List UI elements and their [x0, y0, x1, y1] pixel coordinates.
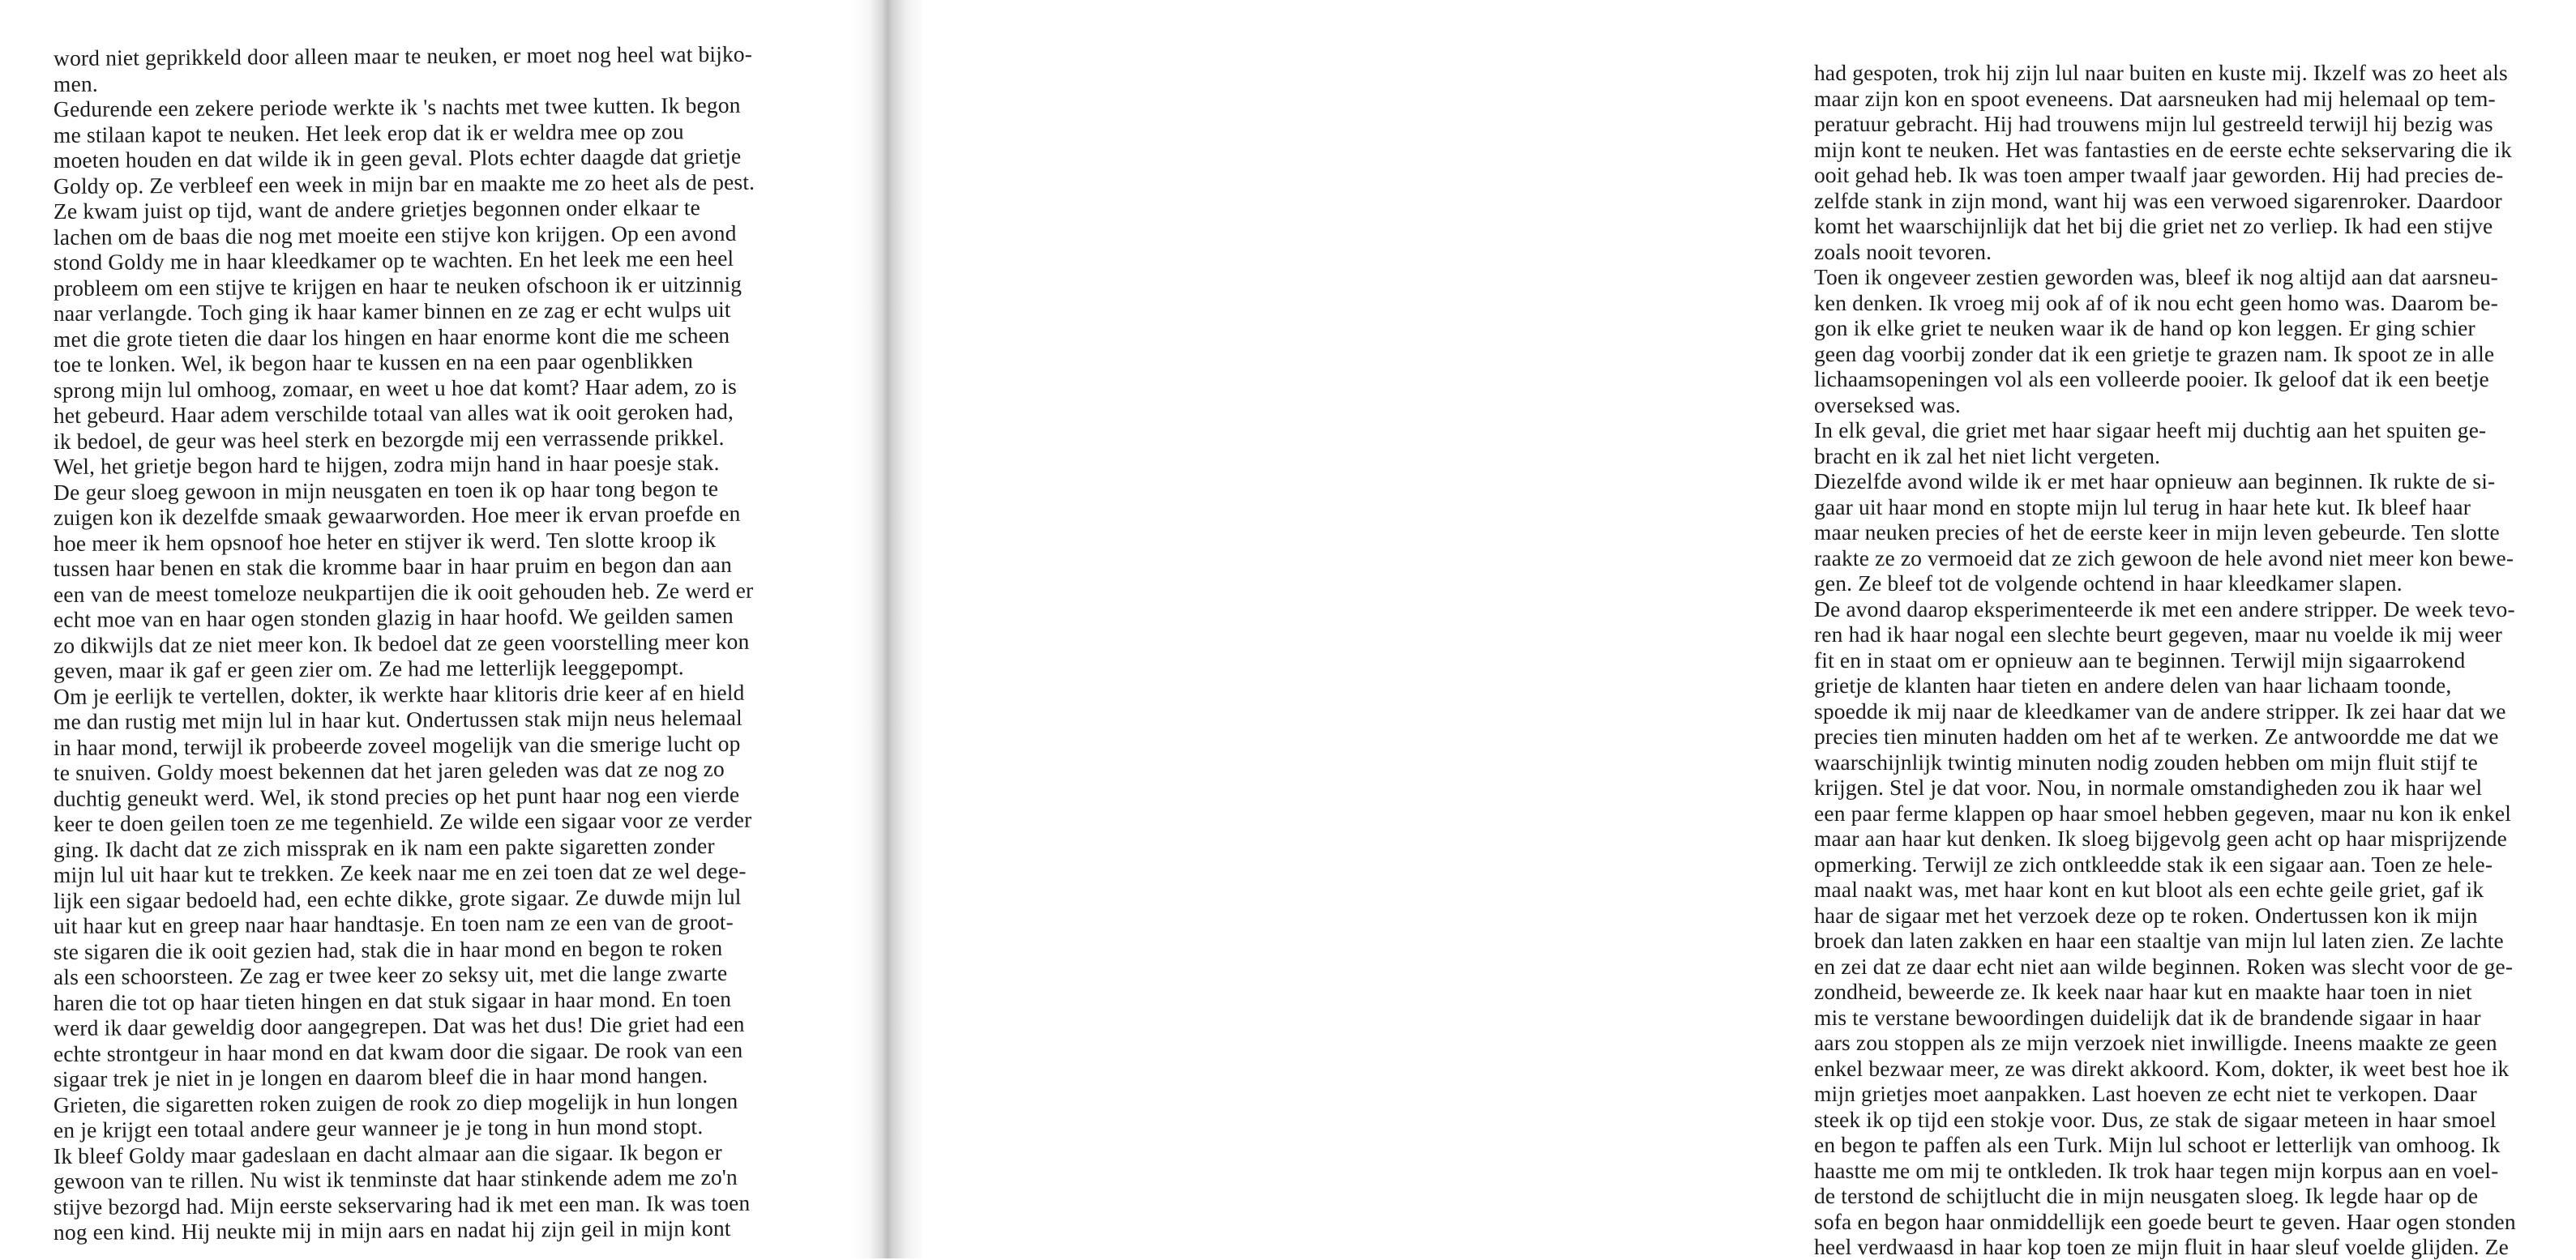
- text-line: Grieten, die sigaretten roken zuigen de rook zo diep mogelijk in hun longen: [53, 1087, 738, 1117]
- text-line: lachen om de baas die nog met moeite een stijve kon krijgen. Op een avond: [53, 220, 737, 250]
- text-line: geven, maar ik gaf er geen zier om. Ze had me letterlijk leeggepompt.: [53, 654, 684, 683]
- text-line: echte strontgeur in haar mond en dat kwam door die sigaar. De rook van een: [53, 1036, 743, 1066]
- text-line: mijn grietjes moet aanpakken. Last hoeven ze echt niet te verkopen. Daar: [1814, 1081, 2477, 1106]
- text-line: enkel bezwaar meer, ze was direkt akkoord. Kom, dokter, ik weet best hoe ik: [1814, 1055, 2510, 1081]
- text-line: spoedde ik mij naar de kleedkamer van de andere stripper. Ik zei haar dat we: [1814, 698, 2506, 724]
- text-line: uit haar kut en greep naar haar handtasje. En toen nam ze een van de groot-: [53, 908, 734, 938]
- text-line: gaar uit haar mond en stopte mijn lul terug in haar hete kut. Ik bleef haar: [1814, 493, 2471, 519]
- text-line: ren had ik haar nogal een slechte beurt gegeven, maar nu voelde ik mij weer: [1814, 621, 2502, 647]
- text-line: steek ik op tijd een stokje voor. Dus, ze stak de sigaar meteen in haar smoel: [1814, 1106, 2497, 1132]
- text-line: als een schoorsteen. Ze zag er twee keer zo seksy uit, met die lange zwarte: [53, 959, 728, 989]
- text-line: maal naakt was, met haar kont en kut bloot als een echte geile griet, gaf ik: [1814, 877, 2484, 902]
- text-line: en je krijgt een totaal andere geur wanneer je je tong in hun mond stopt.: [53, 1113, 704, 1143]
- text-line: Ze kwam juist op tijd, want de andere grietjes begonnen onder elkaar te: [53, 194, 701, 224]
- text-line: Goldy op. Ze verbleef een week in mijn bar en maakte me zo heet als de pest.: [53, 169, 755, 199]
- text-line: sigaar trek je niet in je longen en daarom bleef die in haar mond hangen.: [53, 1062, 708, 1091]
- text-line: grietje de klanten haar tieten en andere delen van haar lichaam toonde,: [1814, 673, 2452, 698]
- text-line: met die grote tieten die daar los hingen en haar enorme kont die me scheen: [53, 322, 730, 352]
- text-line: Ik bleef Goldy maar gadeslaan en dacht almaar aan die sigaar. Ik begon er: [53, 1138, 722, 1168]
- text-line: zondheid, beweerde ze. Ik keek naar haar kut en maakte haar toen in niet: [1814, 979, 2472, 1004]
- text-line: een paar ferme klappen op haar smoel hebben gegeven, maar nu kon ik enkel: [1814, 800, 2512, 826]
- text-line: Wel, het grietje begon hard te hijgen, zodra mijn hand in haar poesje stak.: [53, 449, 720, 479]
- text-line: peratuur gebracht. Hij had trouwens mijn lul gestreeld terwijl hij bezig was: [1814, 111, 2493, 136]
- text-line: Gedurende een zekere periode werkte ik 's nachts met twee kutten. Ik begon: [53, 92, 741, 122]
- text-line: fit en in staat om er opnieuw aan te beginnen. Terwijl mijn sigaarrokend: [1814, 647, 2466, 673]
- text-line: stijve bezorgd had. Mijn eerste sekservaring had ik met een man. Ik was toen: [53, 1190, 751, 1219]
- text-line: maar neuken precies of het de eerste keer in mijn leven gebeurde. Ten slotte: [1814, 519, 2500, 545]
- text-line: haastte me om mij te ontkleden. Ik trok haar tegen mijn korpus aan en voel-: [1814, 1157, 2499, 1183]
- text-line: zo dikwijls dat ze niet meer kon. Ik bedoel dat ze geen voorstelling meer kon: [53, 628, 750, 658]
- text-line: aars zou stoppen als ze mijn verzoek niet inwilligde. Ineens maakte ze geen: [1814, 1030, 2497, 1055]
- text-line: naar verlangde. Toch ging ik haar kamer binnen en ze zag er echt wulps uit: [53, 296, 731, 326]
- left-page-text: [53, 41, 836, 1245]
- text-line: lijk een sigaar bedoeld had, een echte dikke, grote sigaar. Ze duwde mijn lul: [53, 883, 742, 913]
- text-line: gewoon van te rillen. Nu wist ik tenminste dat haar stinkende adem me zo'n: [53, 1164, 738, 1194]
- text-line: ik bedoel, de geur was heel sterk en bezorgde mij een verrassende prikkel.: [53, 424, 725, 454]
- text-line: stond Goldy me in haar kleedkamer op te wachten. En het leek me een heel: [53, 245, 734, 275]
- text-line: geen dag voorbij zonder dat ik een grietje te grazen nam. Ik spoot ze in alle: [1814, 340, 2495, 366]
- text-line: De geur sloeg gewoon in mijn neusgaten en toen ik op haar tong begon te: [53, 475, 719, 505]
- text-line: ken denken. Ik vroeg mij ook af of ik nou echt geen homo was. Daarom be-: [1814, 289, 2498, 315]
- text-line: probleem om een stijve te krijgen en haar te neuken ofschoon ik er uitzinnig: [53, 271, 742, 301]
- text-line: en begon te paffen als een Turk. Mijn lul schoot er letterlijk van omhoog. Ik: [1814, 1132, 2501, 1157]
- text-line: echt moe van en haar ogen stonden glazig in haar hoofd. We geilden samen: [53, 602, 734, 632]
- text-line: In elk geval, die griet met haar sigaar heeft mij duchtig aan het spuiten ge-: [1814, 417, 2487, 442]
- text-line: in haar mond, terwijl ik probeerde zoveel mogelijk van die smerige lucht op: [53, 730, 741, 760]
- right-page-text: [1814, 60, 2576, 1260]
- text-line: werd ik daar geweldig door aangegrepen. Dat was het dus! Die griet had een: [53, 1010, 745, 1040]
- text-line: had gespoten, trok hij zijn lul naar buiten en kuste mij. Ikzelf was zo heet als: [1814, 60, 2508, 85]
- text-line: mijn lul uit haar kut te trekken. Ze keek naar me en zei toen dat ze wel dege-: [53, 857, 747, 887]
- text-line: hoe meer ik hem opsnoof hoe heter en stijver ik werd. Ten slotte kroop ik: [53, 526, 717, 556]
- text-line: maar zijn kon en spoot eveneens. Dat aarsneuken had mij helemaal op tem-: [1814, 85, 2496, 111]
- text-line: gon ik elke griet te neuken waar ik de hand op kon leggen. Er ging schier: [1814, 315, 2475, 340]
- text-line: het gebeurd. Haar adem verschilde totaal van alles wat ik ooit geroken had,: [53, 398, 734, 428]
- text-line: precies tien minuten hadden om het af te werken. Ze antwoordde me dat we: [1814, 724, 2499, 749]
- text-line: een van de meest tomeloze neukpartijen die ik ooit gehouden heb. Ze werd er: [53, 577, 754, 607]
- text-line: Om je eerlijk te vertellen, dokter, ik werkte haar klitoris drie keer af en hield: [53, 679, 745, 709]
- text-line: men.: [53, 70, 98, 96]
- text-line: mijn kont te neuken. Het was fantasties en de eerste echte sekservaring die ik: [1814, 136, 2512, 162]
- text-line: word niet geprikkeld door alleen maar te neuken, er moet nog heel wat bijko-: [53, 41, 753, 70]
- text-line: zoals nooit tevoren.: [1814, 238, 1992, 264]
- text-line: nog een kind. Hij neukte mij in mijn aars en nadat hij zijn geil in mijn kont: [53, 1215, 731, 1245]
- text-line: haar de sigaar met het verzoek deze op te roken. Ondertussen kon ik mijn: [1814, 902, 2478, 928]
- text-line: moeten houden en dat wilde ik in geen geval. Plots echter daagde dat grietje: [53, 143, 742, 173]
- text-line: zelfde stank in zijn mond, want hij was een verwoed sigarenroker. Daardoor: [1814, 187, 2502, 213]
- text-line: raakte ze zo vermoeid dat ze zich gewoon de hele avond niet meer kon bewe-: [1814, 545, 2514, 570]
- text-line: sprong mijn lul omhoog, zomaar, en weet u hoe dat komt? Haar adem, zo is: [53, 373, 737, 403]
- text-line: Toen ik ongeveer zestien geworden was, bleef ik nog altijd aan dat aarsneu-: [1814, 264, 2498, 289]
- text-line: te snuiven. Goldy moest bekennen dat het jaren geleden was dat ze nog zo: [53, 755, 725, 785]
- text-line: gen. Ze bleef tot de volgende ochtend in haar kleedkamer slapen.: [1814, 570, 2403, 596]
- text-line: en zei dat ze daar echt niet aan wilde beginnen. Roken was slecht voor de ge-: [1814, 953, 2514, 979]
- text-line: sofa en begon haar onmiddellijk een goede beurt te geven. Haar ogen stonden: [1814, 1208, 2516, 1234]
- text-line: ging. Ik dacht dat ze zich missprak en ik nam een pakte sigaretten zonder: [53, 832, 715, 862]
- text-line: toe te lonken. Wel, ik begon haar te kussen en na een paar ogenblikken: [53, 348, 694, 377]
- left-page: [0, 0, 875, 1258]
- text-line: komt het waarschijnlijk dat het bij die griet net zo verliep. Ik had een stijve: [1814, 213, 2493, 238]
- text-line: haren die tot op haar tieten hingen en dat stuk sigaar in haar mond. En toen: [53, 985, 732, 1015]
- text-line: Diezelfde avond wilde ik er met haar opnieuw aan beginnen. Ik rukte de si-: [1814, 468, 2496, 493]
- text-line: keer te doen geilen toen ze me tegenhield. Ze wilde een sigaar voor ze verder: [53, 806, 752, 836]
- text-line: me dan rustig met mijn lul in haar kut. Ondertussen stak mijn neus helemaal: [53, 704, 742, 734]
- text-line: opmerking. Terwijl ze zich ontkleedde stak ik een sigaar aan. Toen ze hele-: [1814, 851, 2493, 877]
- text-line: bracht en ik zal het niet licht vergeten.: [1814, 442, 2161, 468]
- text-line: ste sigaren die ik ooit gezien had, stak die in haar mond en begon te roken: [53, 934, 723, 964]
- right-page: [875, 0, 2516, 1259]
- text-line: mis te verstane bewoordingen duidelijk dat ik de brandende sigaar in haar: [1814, 1004, 2481, 1030]
- text-line: de terstond de schijtlucht die in mijn neusgaten sloeg. Ik legde haar op de: [1814, 1183, 2479, 1208]
- text-line: tussen haar benen en stak die kromme baar in haar pruim en begon dan aan: [53, 551, 733, 581]
- text-line: zuigen kon ik dezelfde smaak gewaarworden. Hoe meer ik ervan proefde en: [53, 500, 741, 530]
- text-line: ooit gehad heb. Ik was toen amper twaalf jaar geworden. Hij had precies de-: [1814, 162, 2504, 187]
- text-line: maar aan haar kut denken. Ik sloeg bijgevolg geen acht op haar misprijzende: [1814, 826, 2508, 851]
- text-line: De avond daarop eksperimenteerde ik met een andere stripper. De week tevo-: [1814, 596, 2515, 621]
- text-line: krijgen. Stel je dat voor. Nou, in normale omstandigheden zou ik haar wel: [1814, 775, 2483, 800]
- text-line: lichaamsopeningen vol als een volleerde pooier. Ik geloof dat ik een beetje: [1814, 366, 2489, 391]
- text-line: me stilaan kapot te neuken. Het leek erop dat ik er weldra mee op zou: [53, 117, 684, 147]
- text-line: broek dan laten zakken en haar een staaltje van mijn lul laten zien. Ze lachte: [1814, 928, 2504, 953]
- text-line: heel verdwaasd in haar kop toen ze mijn fluit in haar sleuf voelde glijden. Ze: [1814, 1234, 2510, 1259]
- text-line: waarschijnlijk twintig minuten nodig zouden hebben om mijn fluit stijf te: [1814, 749, 2479, 775]
- text-line: overseksed was.: [1814, 391, 1961, 417]
- text-line: duchtig geneukt werd. Wel, ik stond precies op het punt haar nog een vierde: [53, 781, 740, 811]
